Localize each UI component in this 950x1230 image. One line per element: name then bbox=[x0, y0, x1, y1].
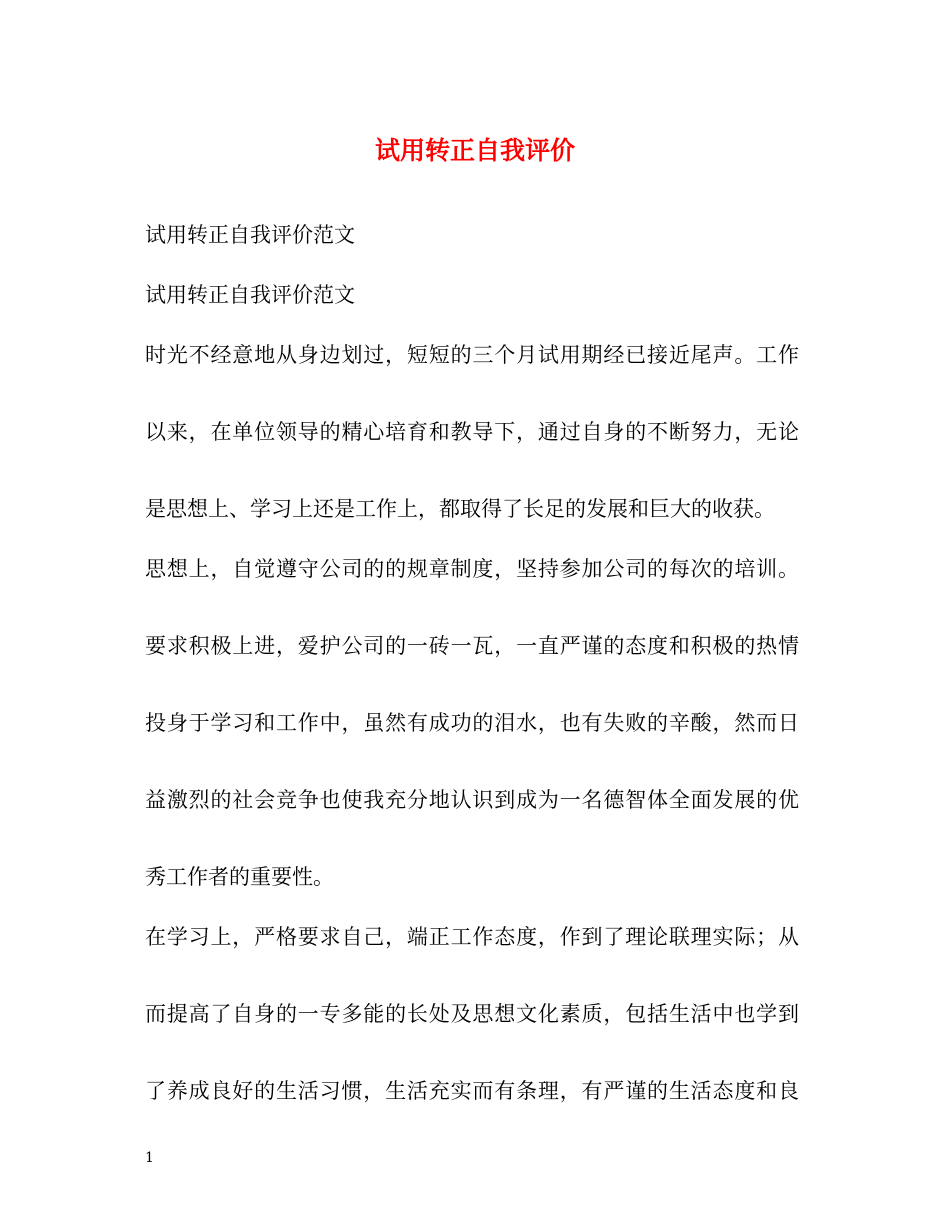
paragraph-line: 时光不经意地从身边划过，短短的三个月试用期经已接近尾声。工作 bbox=[145, 343, 799, 367]
paragraph-line: 要求积极上进，爱护公司的一砖一瓦，一直严谨的态度和积极的热情 bbox=[145, 634, 799, 658]
paragraph-3 bbox=[145, 920, 799, 1108]
paragraph-2 bbox=[145, 552, 799, 894]
paragraph-line: 而提高了自身的一专多能的长处及思想文化素质，包括生活中也学到 bbox=[145, 1002, 799, 1026]
paragraph-line: 以来，在单位领导的精心培育和教导下，通过自身的不断努力，无论 bbox=[145, 420, 799, 444]
paragraph-line: 了养成良好的生活习惯，生活充实而有条理，有严谨的生活态度和良 bbox=[145, 1079, 799, 1103]
paragraph-line: 思想上，自觉遵守公司的的规章制度，坚持参加公司的每次的培训。 bbox=[145, 557, 799, 581]
paragraph-line: 在学习上，严格要求自己，端正工作态度，作到了理论联理实际；从 bbox=[145, 925, 799, 949]
paragraph-line: 秀工作者的重要性。 bbox=[145, 865, 334, 889]
page-number: 1 bbox=[145, 1150, 154, 1166]
paragraph-line: 益激烈的社会竞争也使我充分地认识到成为一名德智体全面发展的优 bbox=[145, 788, 799, 812]
paragraph-line: 投身于学习和工作中，虽然有成功的泪水，也有失败的辛酸，然而日 bbox=[145, 711, 799, 735]
subheading: 试用转正自我评价范文 bbox=[145, 223, 355, 247]
paragraph-line: 是思想上、学习上还是工作上，都取得了长足的发展和巨大的收获。 bbox=[145, 497, 775, 521]
paragraph-1 bbox=[145, 338, 799, 526]
document-title: 试用转正自我评价 bbox=[374, 136, 575, 165]
document-body bbox=[145, 218, 799, 1151]
subheading: 试用转正自我评价范文 bbox=[145, 283, 355, 307]
